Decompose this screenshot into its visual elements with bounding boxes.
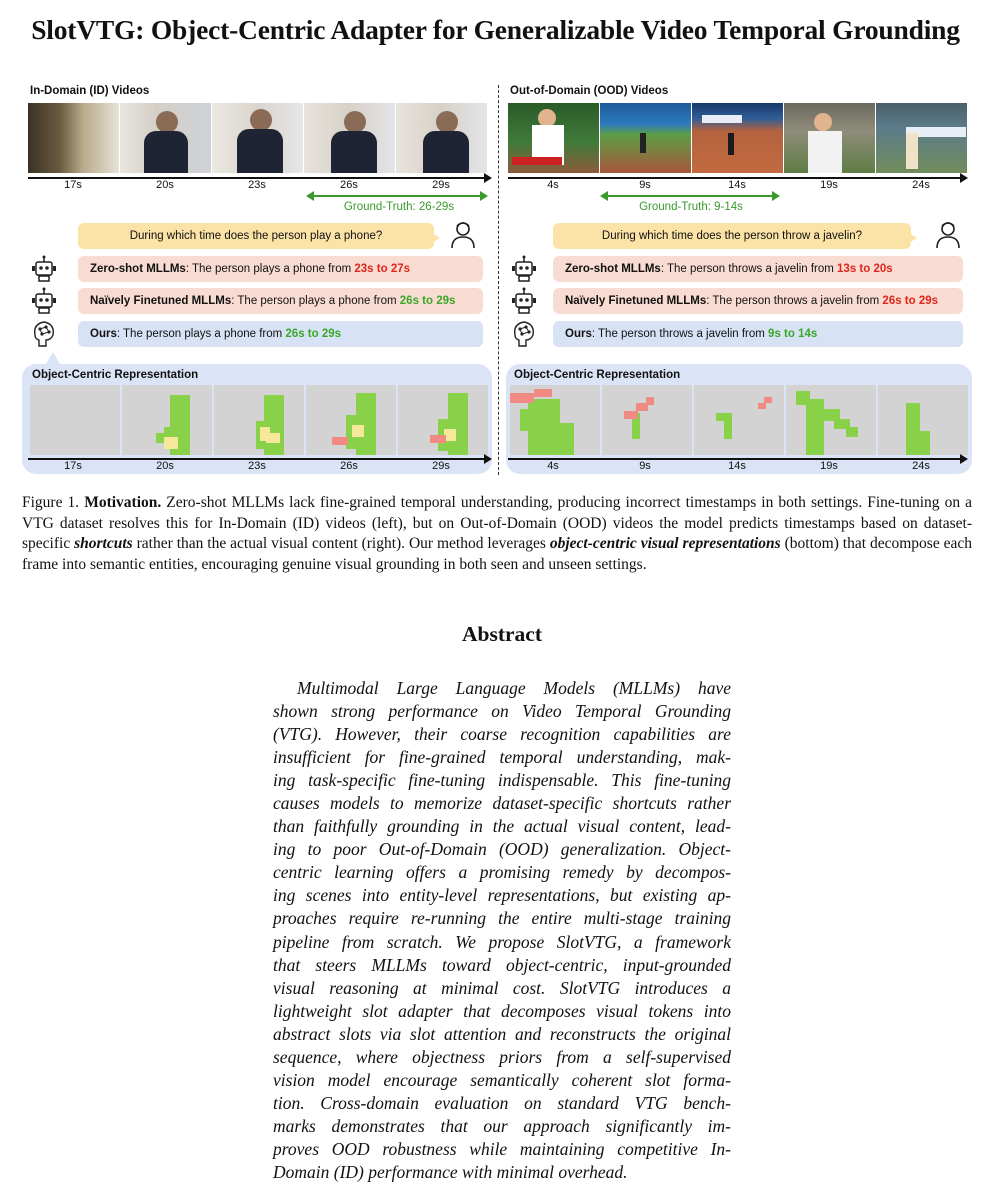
- zero-shot-answer: [553, 256, 963, 282]
- question-text: During which time does the person play a phone?: [129, 230, 383, 242]
- abstract-line: Domain (ID) performance with minimal overhead.: [273, 1161, 628, 1182]
- caption-text: rather than the actual visual content (right). Our method leverages: [132, 535, 550, 552]
- abstract-line: ing to poor Out-of-Domain (OOD) generalization. Object-: [273, 839, 731, 860]
- abstract-line: insufficient for fine-grained temporal understanding, mak-: [273, 747, 731, 768]
- brain-robot-icon: [510, 318, 538, 348]
- bubble-tail: [909, 233, 917, 243]
- abstract-line: proaches require re-running the entire multi-stage training: [273, 908, 731, 929]
- abstract-line: tion. Cross-domain evaluation on standard VTG bench-: [273, 1092, 731, 1113]
- abstract-line: Multimodal Large Language Models (MLLMs) have: [297, 678, 731, 698]
- answer-text: : The person throws a javelin from: [660, 263, 838, 275]
- tick-label: 17s: [64, 460, 82, 472]
- right-panel-title: Out-of-Domain (OOD) Videos: [510, 85, 669, 97]
- tick-label: 4s: [547, 179, 559, 191]
- robot-icon: [510, 254, 538, 282]
- abstract-line: centric learning offers a promising remedy by decompos-: [273, 862, 731, 883]
- tick-label: 9s: [639, 179, 651, 191]
- answer-time: 26s to 29s: [399, 295, 456, 307]
- caption-bold: Motivation.: [84, 494, 162, 511]
- tick-label: 24s: [912, 460, 930, 472]
- arrow-left-icon: [306, 191, 314, 201]
- naive-finetuned-answer: [553, 288, 963, 314]
- video-frame: [600, 103, 691, 173]
- question-text: During which time does the person throw a javelin?: [601, 230, 863, 242]
- answer-time: 26s to 29s: [882, 295, 939, 307]
- caption-text: Zero-shot MLLMs lack fine-grained temporal understanding, producing incorrect timestamps in both settings. Fine-tuning on a VTG dataset resolves this for In-Domain (ID) videos (left), but on Out-of-Domain (OOD) videos the model predicts timestamps based on dataset-specific: [22, 494, 973, 552]
- abstract-line: vision model encourage semantically coherent slot forma-: [273, 1069, 731, 1090]
- ground-truth-label: Ground-Truth: 26-29s: [343, 201, 455, 213]
- naive-finetuned-answer: [78, 288, 483, 314]
- abstract-line: that steers MLLMs toward object-centric, input-grounded: [273, 954, 731, 975]
- slot-map: [602, 385, 692, 455]
- brain-robot-icon: [30, 318, 58, 348]
- tick-label: 29s: [432, 460, 450, 472]
- answer-label: Zero-shot MLLMs: [90, 263, 186, 275]
- abstract-line: sequence, where objectness priors from a self-supervised: [273, 1046, 731, 1067]
- question-bubble: [78, 223, 434, 249]
- abstract-line: causes models to memorize dataset-specific shortcuts rather: [273, 793, 731, 814]
- video-frame: [508, 103, 599, 173]
- video-frame: [212, 103, 303, 173]
- ocr-title: Object-Centric Representation: [32, 369, 199, 381]
- tick-label: 14s: [728, 460, 746, 472]
- ground-truth-label: Ground-Truth: 9-14s: [639, 201, 743, 213]
- slot-map: [30, 385, 120, 455]
- tick-label: 20s: [156, 179, 174, 191]
- arrow-right-icon: [960, 173, 968, 183]
- question-bubble: [553, 223, 911, 249]
- caption-emphasis: object-centric visual representations: [549, 535, 781, 552]
- video-frame: [396, 103, 487, 173]
- tick-label: 23s: [248, 460, 266, 472]
- answer-time: 26s to 29s: [285, 328, 342, 340]
- tick-label: 26s: [340, 179, 358, 191]
- ours-answer: [78, 321, 483, 347]
- abstract-line: (VTG). However, their coarse recognition capabilities are: [273, 724, 731, 745]
- slot-map: [786, 385, 876, 455]
- caption-emphasis: shortcuts: [74, 535, 133, 552]
- tick-label: 4s: [547, 460, 559, 472]
- arrow-right-icon: [484, 173, 492, 183]
- ground-truth-arrow: [606, 195, 774, 197]
- paper-title: SlotVTG: Object-Centric Adapter for Generalizable Video Temporal Grounding: [31, 14, 960, 45]
- video-frame: [120, 103, 211, 173]
- ocr-title: Object-Centric Representation: [514, 369, 681, 381]
- abstract-line: shown strong performance on Video Temporal Grounding: [273, 701, 731, 722]
- tick-label: 26s: [340, 460, 358, 472]
- slot-map: [510, 385, 600, 455]
- slot-map: [306, 385, 396, 455]
- video-frame: [876, 103, 967, 173]
- slot-map: [398, 385, 488, 455]
- answer-time: 9s to 14s: [768, 328, 818, 340]
- caption-text: (bottom) that decompose each frame into semantic entities, encouraging genuine visual grounding in both seen and unseen settings.: [22, 535, 973, 573]
- video-frame: [784, 103, 875, 173]
- tick-label: 19s: [820, 179, 838, 191]
- robot-icon: [510, 286, 538, 314]
- ground-truth-arrow: [312, 195, 482, 197]
- abstract-line: proves OOD robustness while maintaining competitive In-: [273, 1138, 731, 1159]
- tick-label: 17s: [64, 179, 82, 191]
- user-icon: [934, 220, 962, 250]
- tick-label: 9s: [639, 460, 651, 472]
- tick-label: 20s: [156, 460, 174, 472]
- answer-label: Naïvely Finetuned MLLMs: [90, 295, 232, 307]
- video-frame: [28, 103, 119, 173]
- caption-label: Figure 1.: [22, 494, 80, 511]
- slot-map: [878, 385, 968, 455]
- answer-text: : The person plays a phone from: [185, 263, 355, 275]
- abstract-line: ing scenes into entity-level representations, but existing ap-: [273, 885, 731, 906]
- slot-map: [214, 385, 304, 455]
- answer-time: 13s to 20s: [837, 263, 893, 275]
- tick-label: 29s: [432, 179, 450, 191]
- video-frame: [692, 103, 783, 173]
- abstract-body: [273, 677, 731, 1184]
- ocr-pointer: [46, 352, 60, 364]
- arrow-right-icon: [480, 191, 488, 201]
- abstract-line: visual reasoning at minimal cost. SlotVTG introduces a: [273, 977, 731, 998]
- figure-caption: [22, 493, 972, 575]
- video-frame: [304, 103, 395, 173]
- slot-map: [694, 385, 784, 455]
- tick-label: 14s: [728, 179, 746, 191]
- abstract-line: marks demonstrates that our approach significantly im-: [273, 1115, 731, 1136]
- arrow-right-icon: [960, 454, 968, 464]
- answer-time: 23s to 27s: [354, 263, 411, 275]
- abstract-line: lightweight slot adapter that decomposes visual tokens into: [273, 1000, 731, 1021]
- zero-shot-answer: [78, 256, 483, 282]
- answer-label: Zero-shot MLLMs: [565, 263, 661, 275]
- abstract-line: than faithfully grounding in the actual visual content, lead-: [273, 816, 731, 837]
- left-panel-title: In-Domain (ID) Videos: [30, 85, 150, 97]
- figure-1: [22, 80, 972, 480]
- answer-text: : The person plays a phone from: [116, 328, 286, 340]
- slot-map: [122, 385, 212, 455]
- ours-answer: [553, 321, 963, 347]
- arrow-left-icon: [600, 191, 608, 201]
- answer-label: Ours: [90, 328, 117, 340]
- answer-label: Naïvely Finetuned MLLMs: [565, 295, 707, 307]
- abstract-heading: Abstract: [461, 622, 542, 646]
- answer-label: Ours: [565, 328, 592, 340]
- abstract-line: abstract slots via slot attention and reconstructs the original: [273, 1023, 731, 1044]
- user-icon: [449, 220, 477, 250]
- abstract-line: ing task-specific fine-tuning indispensable. This fine-tuning: [273, 770, 731, 791]
- arrow-right-icon: [772, 191, 780, 201]
- answer-text: : The person throws a javelin from: [706, 295, 883, 307]
- robot-icon: [30, 254, 58, 282]
- robot-icon: [30, 286, 58, 314]
- tick-label: 23s: [248, 179, 266, 191]
- bubble-tail: [432, 233, 440, 243]
- answer-text: : The person throws a javelin from: [591, 328, 769, 340]
- abstract-line: pipeline from scratch. We propose SlotVTG, a framework: [273, 931, 731, 952]
- answer-text: : The person plays a phone from: [231, 295, 400, 307]
- panel-divider: [498, 85, 499, 475]
- arrow-right-icon: [484, 454, 492, 464]
- tick-label: 24s: [912, 179, 930, 191]
- tick-label: 19s: [820, 460, 838, 472]
